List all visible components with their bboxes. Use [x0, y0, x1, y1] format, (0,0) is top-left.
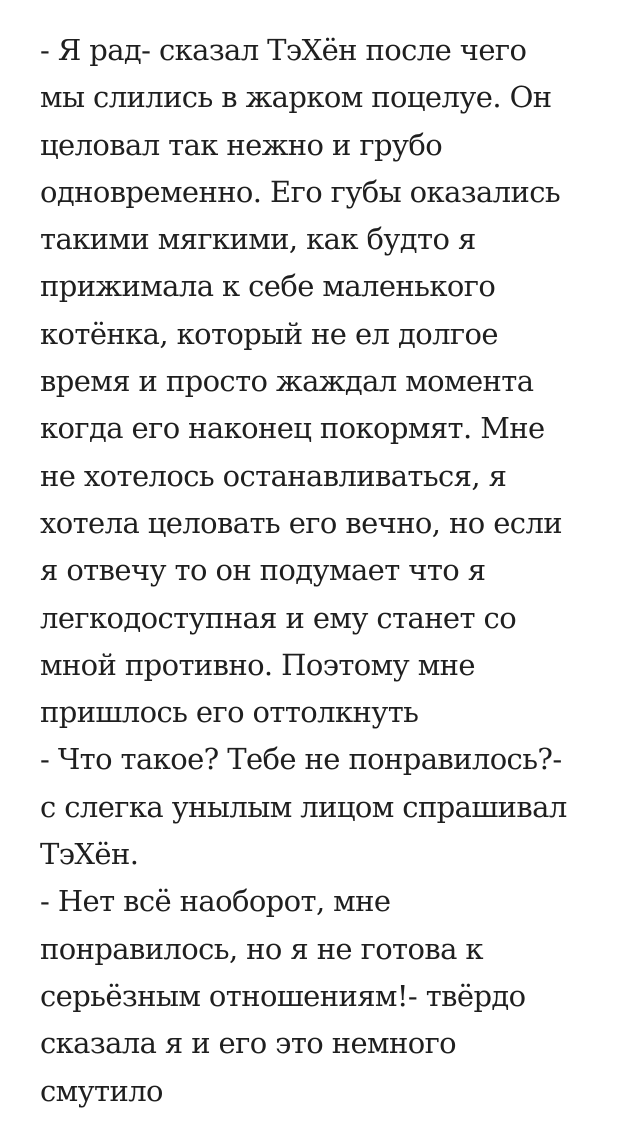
text-line: - Что такое? Тебе не понравилось?-	[40, 742, 562, 777]
text-line: - Я рад- сказал ТэХён после чего	[40, 33, 527, 67]
text-line: не хотелось останавливаться, я	[40, 458, 507, 493]
text-line: целовал так нежно и грубо	[40, 127, 443, 162]
story-text	[40, 27, 620, 1115]
text-line: сказала я и его это немного	[40, 1026, 457, 1061]
text-line: одновременно. Его губы оказались	[40, 174, 561, 209]
text-line: смутило	[40, 1073, 163, 1108]
text-line: с слегка унылым лицом спрашивал	[40, 789, 567, 824]
text-line: котёнка, который не ел долгое	[40, 316, 498, 351]
text-line: ТэХён.	[40, 837, 139, 872]
text-line: такими мягкими, как будто я	[40, 222, 476, 257]
text-line: пришлось его оттолкнуть	[40, 695, 419, 730]
text-line: хотела целовать его вечно, но если	[40, 505, 562, 540]
text-line: время и просто жаждал момента	[40, 364, 534, 399]
text-line: когда его наконец покормят. Мне	[40, 411, 545, 446]
text-line: прижимала к себе маленького	[40, 269, 496, 304]
text-line: понравилось, но я не готова к	[40, 931, 483, 966]
text-line: - Нет всё наоборот, мне	[40, 884, 391, 919]
text-line: мной противно. Поэтому мне	[40, 647, 475, 682]
text-line: серьёзным отношениям!- твёрдо	[40, 978, 526, 1013]
text-line: легкодоступная и ему станет со	[40, 600, 517, 635]
text-line: мы слились в жарком поцелуе. Он	[40, 80, 552, 115]
text-line: я отвечу то он подумает что я	[40, 553, 486, 588]
